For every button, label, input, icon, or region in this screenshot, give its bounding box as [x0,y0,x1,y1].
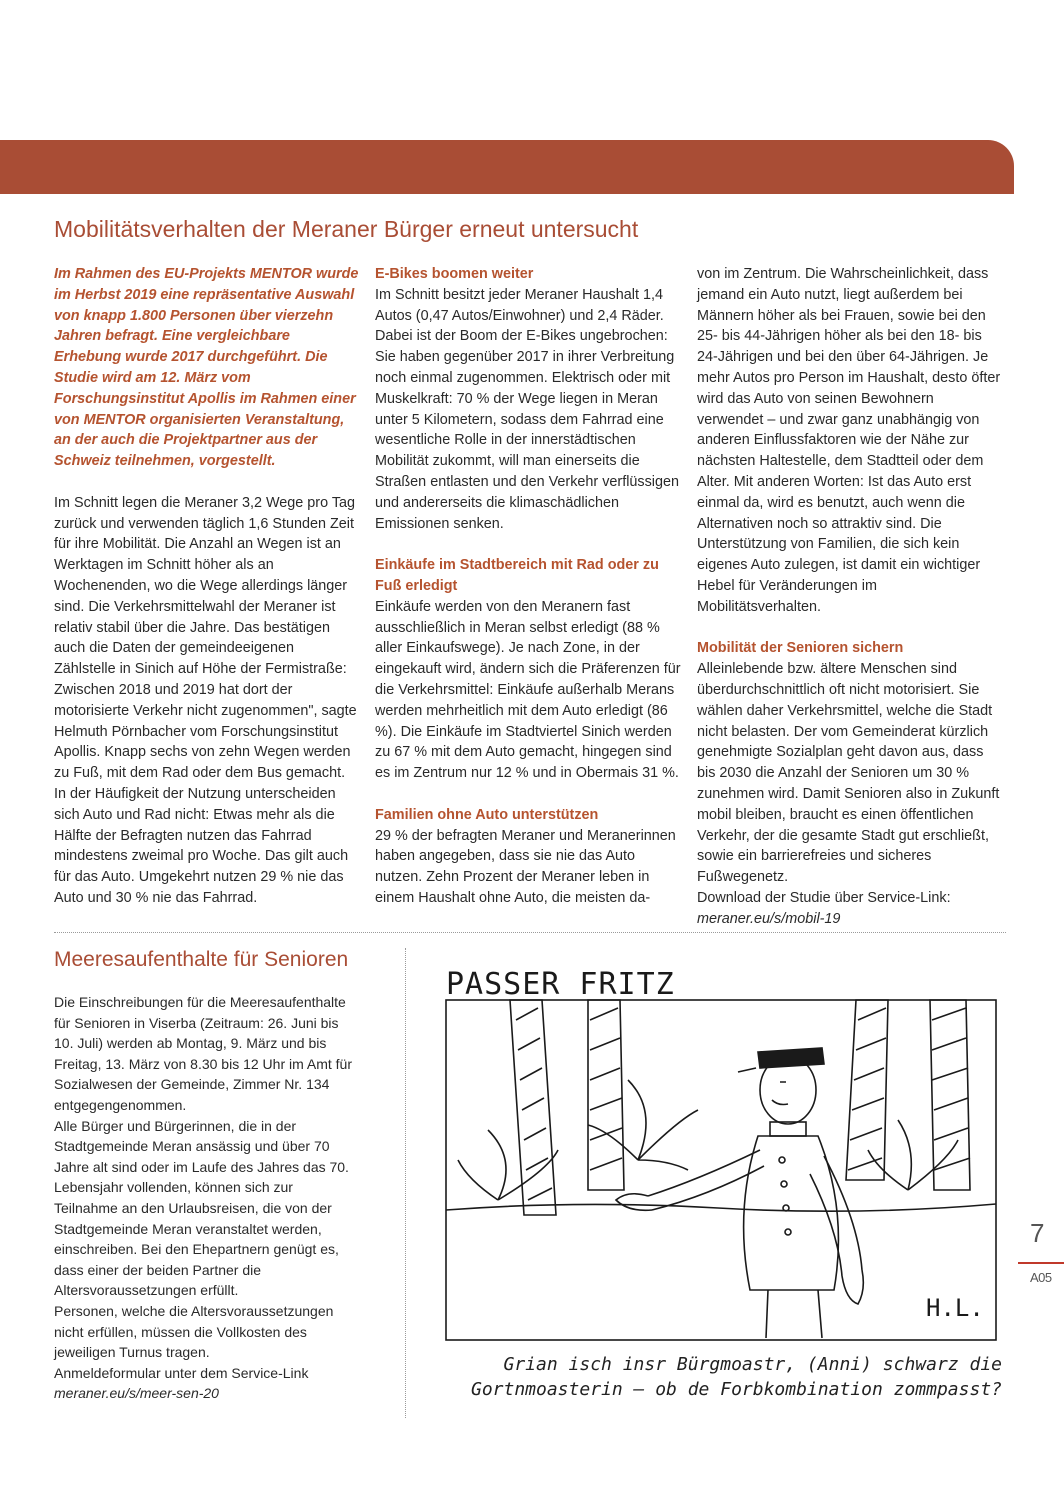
cartoon [438,960,1004,1346]
download-text: Download der Studie über Service-Link: [697,889,951,906]
column-divider [405,948,406,1418]
paragraph-einkauf: Einkäufe werden von den Meranern fast ausschließlich in Meran selbst erledigt (88 % aller Einkaufswege). Je nach Zone, in der eingekauft wird, ändern sich die Präferenzen für die Verkehrsmittel: Einkäufe außerhalb Merans werden mehrheitlich mit dem Auto erledigt (86 %). Die Einkäufe im Stadtviertel Sinich werden zu 67 % mit dem Auto gemacht, hingegen sind es im Zentrum nur 12 % und in Obermais 31 %. [375,598,681,782]
tree-trunk [588,1000,624,1190]
paragraph-familien-start: 29 % der befragten Meraner und Meranerinnen haben angegeben, dass sie nie das Auto nutzen. Zehn Prozent der Meraner leben in einem Haushalt ohne Auto, die meisten da- [375,827,676,906]
subheading-ebikes: E-Bikes boomen weiter [375,266,534,282]
page-marker-line [1018,1262,1064,1264]
paragraph-familien-end: von im Zentrum. Die Wahrscheinlichkeit, dass jemand ein Auto nutzt, liegt außerdem bei Männern höher als bei Frauen, sowie bei den 25- bis 44-Jährigen höher als bei den 18- bis 24-Jährigen und bei den über 64-Jährigen. Je mehr Autos pro Person im Haushalt, desto öfter wird das Auto von seinen Bewohnern verwendet – und zwar ganz unabhängig von anderen Einflussfaktoren wie der Nähe zur nächsten Haltestelle, dem Stadtteil oder dem Alter. Mit anderen Worten: Ist das Auto erst einmal da, wird es benutzt, auch wenn die Alternativen noch so attraktiv sind. Die Unterstützung von Familien, die sich kein eigenes Auto zulegen, ist damit ein wichtiger Hebel für Veränderungen im Mobilitätsverhalten. [697,266,1001,615]
figure-coat [744,1136,839,1290]
article-column-2 [375,264,682,909]
article-lead: Im Rahmen des EU-Projekts MENTOR wurde im Herbst 2019 eine repräsentative Auswahl von knapp 1.800 Personen über vierzehn Jahren befragt. Eine vergleichbare Erhebung wurde 2017 durchgeführt. Die Studie wird am 12. März vom Forschungsinstitut Apollis im Rahmen einer von MENTOR organisierten Veranstaltung, an der auch die Projektpartner aus der Schweiz teilnehmen, vorgestellt. [54,266,359,470]
box-paragraph: Die Einschreibungen für die Meeresaufenthalte für Senioren in Viserba (Zeitraum: 26. Juni bis 10. Juli) werden ab Montag, 9. März und bis Freitag, 13. März von 8.30 bis 12 Uhr im Amt für Sozialwesen der Gemeinde, Zimmer Nr. 134 entgegengenommen. [54,994,353,1113]
page-code: A05 [1030,1270,1052,1285]
plant [588,1080,698,1170]
box-paragraph: Anmeldeformular unter dem Service-Link [54,1364,309,1381]
tree-trunk [846,1000,888,1180]
figure-hand [616,1194,652,1211]
service-link-mobil[interactable]: meraner.eu/s/mobil-19 [697,910,841,927]
caption-line: Gortnmoasterin – ob de Forbkombination zommpasst? [470,1379,1002,1400]
paragraph-ebikes: Im Schnitt besitzt jeder Meraner Haushalt 1,4 Autos (0,47 Autos/Einwohner) und 2,4 Räder. Dabei ist der Boom der E-Bikes ungebrochen: Sie haben gegenüber 2017 in ihrer Verbreitung noch einmal zugenommen. Elektrisch oder mit Muskelkraft: 70 % der Wege liegen in Meran unter 5 Kilometern, sodass dem Fahrrad eine wesentliche Rolle in der innerstädtischen Mobilität zukommt, will man einerseits die Straßen entlasten und den Verkehr verflüssigen und andererseits die klimaschädlichen Emissionen senken. [375,286,679,532]
box-paragraph: Personen, welche die Altersvoraussetzungen nicht erfüllen, müssen die Vollkosten des jeweiligen Turnus tragen. [54,1302,334,1361]
page-number: 7 [1030,1218,1045,1248]
article-column-3 [697,264,1004,930]
cartoon-drawing [438,960,1004,1346]
subheading-familien: Familien ohne Auto unterstützen [375,806,599,823]
subheading-senioren: Mobilität der Senioren sichern [697,640,904,657]
paragraph-senioren: Alleinlebende bzw. ältere Menschen sind überdurchschnittlich oft nicht motorisiert. Sie wählen daher Verkehrsmittel, welche die Stadt nicht belasten. Der vom Gemeinderat kürzlich genehmigte Sozialplan geht davon aus, dass bis 2030 die Anzahl der Senioren um 30 % zunehmen wird. Damit Senioren also in Zukunft mobil bleiben, braucht es einen öffentlichen Verkehr, der die gesamte Stadt gut erschließt, sowie ein barrierefreies und sicheres Fußwegenetz. [697,661,1000,886]
cartoon-caption [442,1352,1002,1402]
article-body-paragraph: Im Schnitt legen die Meraner 3,2 Wege pro Tag zurück und verwenden täglich 1,6 Stunden Zeit für ihre Mobilität. Die Anzahl an Wegen ist an Werktagen im Schnitt höher als an Wochenenden, wo die Wege allerdings länger sind. Die Verkehrsmittelwahl der Meraner ist relativ stabil über die Jahre. Das bestätigen auch die Daten der gemeindeeigenen Zählstelle in Sinich auf Höhe der Fermistraße: Zwischen 2018 und 2019 hat dort der motorisierte Verkehr nicht zugenommen", sagte Helmuth Pörnbacher vom Forschungsinstitut Apollis. Knapp sechs von zehn Wegen werden zu Fuß, mit dem Rad oder dem Bus gemacht. In der Häufigkeit der Nutzung unterscheiden sich Auto und Rad nicht: Etwas mehr als die Hälfte der Befragten nutzen das Fahrrad mindestens zweimal pro Woche. Das gilt auch für das Auto. Umgekehrt nutzen 29 % nie das Auto und 30 % nie das Fahrrad. [54,494,357,906]
section-divider [54,932,1006,933]
box-title: Meeresaufenthalte für Senioren [54,948,349,971]
article-column-1 [54,264,359,909]
caption-line: Grian isch insr Bürgmoastr, (Anni) schwarz die [503,1354,1002,1375]
header-band [0,140,1014,194]
tree-trunk [930,1000,970,1190]
cartoon-signature: H.L. [926,1294,984,1322]
box-paragraph: Alle Bürger und Bürgerinnen, die in der Stadtgemeinde Meran ansässig und über 70 Jahre alt sind oder im Laufe des Jahres das 70. Lebensjahr vollenden, können sich zur Teilnahme an den Urlaubsreisen, die von der Stadtgemeinde Meran veranstaltet werden, einschreiben. Bei den Ehepartnern genügt es, dass einer der beiden Partner die Altersvoraussetzungen erfüllt. [54,1117,349,1299]
subheading-einkauf: Einkäufe im Stadtbereich mit Rad oder zu Fuß erledigt [375,557,659,594]
article-title: Mobilitätsverhalten der Meraner Bürger erneut untersucht [54,216,639,242]
figure-cap [758,1048,824,1068]
cartoon-title: PASSER FRITZ [446,967,675,1002]
cartoon-frame [446,1000,996,1340]
figure-hand [842,1270,863,1304]
box-text [54,992,354,1404]
tree-trunk [510,1000,556,1215]
service-link-meer[interactable]: meraner.eu/s/meer-sen-20 [54,1385,219,1402]
plant [458,1130,558,1200]
figure-arm [810,1156,862,1276]
